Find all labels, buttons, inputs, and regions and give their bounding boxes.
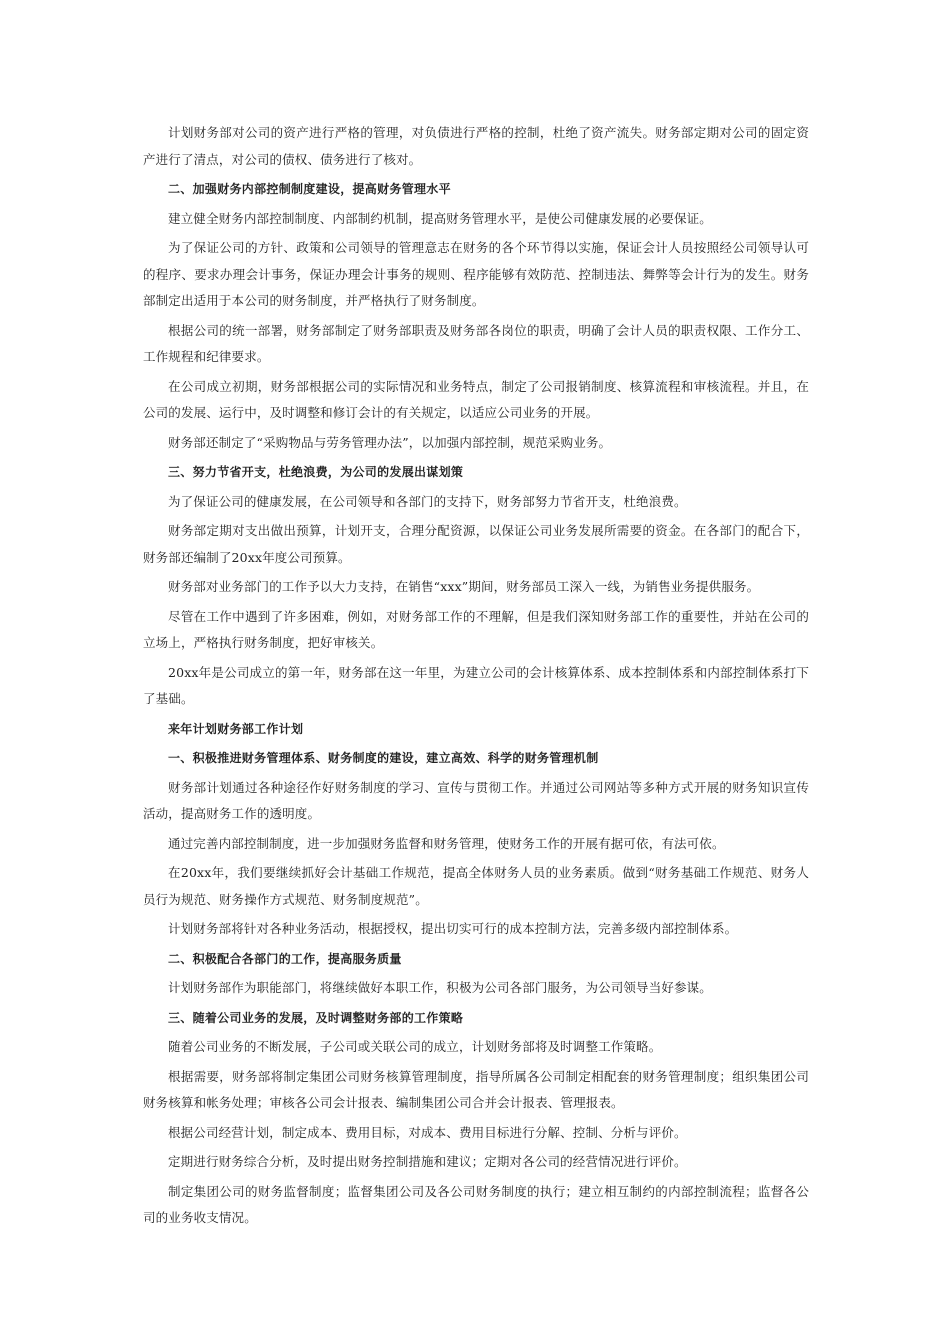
document-page — [143, 120, 809, 1235]
paragraph: 根据需要，财务部将制定集团公司财务核算管理制度，指导所属各公司制定相配套的财务管理制度；组织集团公司财务核算和帐务处理；审核各公司会计报表、编制集团公司合并会计报表、管理报表。 — [143, 1068, 809, 1110]
section-heading: 三、努力节省开支，杜绝浪费，为公司的发展出谋划策 — [168, 465, 464, 479]
paragraph: 财务部还制定了“采购物品与劳务管理办法”，以加强内部控制，规范采购业务。 — [168, 434, 612, 450]
paragraph: 根据公司的统一部署，财务部制定了财务部职责及财务部各岗位的职责，明确了会计人员的职责权限、工作分工、工作规程和纪律要求。 — [143, 322, 809, 364]
paragraph: 财务部定期对支出做出预算，计划开支，合理分配资源，以保证公司业务发展所需要的资金。在各部门的配合下，财务部还编制了20xx年度公司预算。 — [143, 523, 809, 565]
paragraph: 在20xx年，我们要继续抓好会计基础工作规范，提高全体财务人员的业务素质。做到“财务基础工作规范、财务人员行为规范、财务操作方式规范、财务制度规范”。 — [143, 865, 809, 907]
paragraph: 计划财务部将针对各种业务活动，根据授权，提出切实可行的成本控制方法，完善多级内部控制体系。 — [168, 921, 738, 936]
plan-title-heading: 来年计划财务部工作计划 — [168, 721, 304, 736]
paragraph: 定期进行财务综合分析，及时提出财务控制措施和建议；定期对各公司的经营情况进行评价。 — [168, 1154, 687, 1169]
paragraph: 为了保证公司的健康发展，在公司领导和各部门的支持下，财务部努力节省开支，杜绝浪费。 — [168, 493, 687, 509]
section-heading: 三、随着公司业务的发展，及时调整财务部的工作策略 — [168, 1010, 464, 1025]
section-heading: 二、加强财务内部控制制度建设，提高财务管理水平 — [168, 182, 451, 196]
section-heading: 一、积极推进财务管理体系、财务制度的建设，建立高效、科学的财务管理机制 — [168, 751, 599, 765]
paragraph: 建立健全财务内部控制制度、内部制约机制，提高财务管理水平，是使公司健康发展的必要保证。 — [168, 210, 712, 226]
paragraph: 为了保证公司的方针、政策和公司领导的管理意志在财务的各个环节得以实施，保证会计人员按照经公司领导认可的程序、要求办理会计事务，保证办理会计事务的规则、程序能够有效防范、控制违法、舞弊等会计行为的发生。财务部制定出适用于本公司的财务制度，并严格执行了财务制度。 — [143, 240, 809, 308]
paragraph: 通过完善内部控制制度，进一步加强财务监督和财务管理，使财务工作的开展有据可依，有法可依。 — [168, 835, 725, 851]
paragraph: 财务部计划通过各种途径作好财务制度的学习、宣传与贯彻工作。并通过公司网站等多种方式开展的财务知识宣传活动，提高财务工作的透明度。 — [143, 779, 809, 821]
paragraph: 制定集团公司的财务监督制度；监督集团公司及各公司财务制度的执行；建立相互制约的内部控制流程；监督各公司的业务收支情况。 — [143, 1183, 809, 1225]
paragraph: 随着公司业务的不断发展，子公司或关联公司的成立，计划财务部将及时调整工作策略。 — [168, 1039, 662, 1054]
paragraph: 根据公司经营计划，制定成本、费用目标，对成本、费用目标进行分解、控制、分析与评价。 — [168, 1124, 687, 1140]
section-heading: 二、积极配合各部门的工作，提高服务质量 — [168, 951, 402, 966]
paragraph: 计划财务部对公司的资产进行严格的管理，对负债进行严格的控制，杜绝了资产流失。财务部定期对公司的固定资产进行了清点，对公司的债权、债务进行了核对。 — [143, 125, 809, 167]
paragraph: 财务部对业务部门的工作予以大力支持，在销售“xxx”期间，财务部员工深入一线，为销售业务提供服务。 — [168, 579, 760, 594]
paragraph: 20xx年是公司成立的第一年，财务部在这一年里，为建立公司的会计核算体系、成本控制体系和内部控制体系打下了基础。 — [143, 664, 809, 706]
paragraph: 尽管在工作中遇到了许多困难，例如，对财务部工作的不理解，但是我们深知财务部工作的重要性，并站在公司的立场上，严格执行财务制度，把好审核关。 — [143, 608, 809, 650]
paragraph: 在公司成立初期，财务部根据公司的实际情况和业务特点，制定了公司报销制度、核算流程和审核流程。并且，在公司的发展、运行中，及时调整和修订会计的有关规定，以适应公司业务的开展。 — [143, 378, 809, 420]
paragraph: 计划财务部作为职能部门，将继续做好本职工作，积极为公司各部门服务，为公司领导当好参谋。 — [168, 980, 712, 995]
